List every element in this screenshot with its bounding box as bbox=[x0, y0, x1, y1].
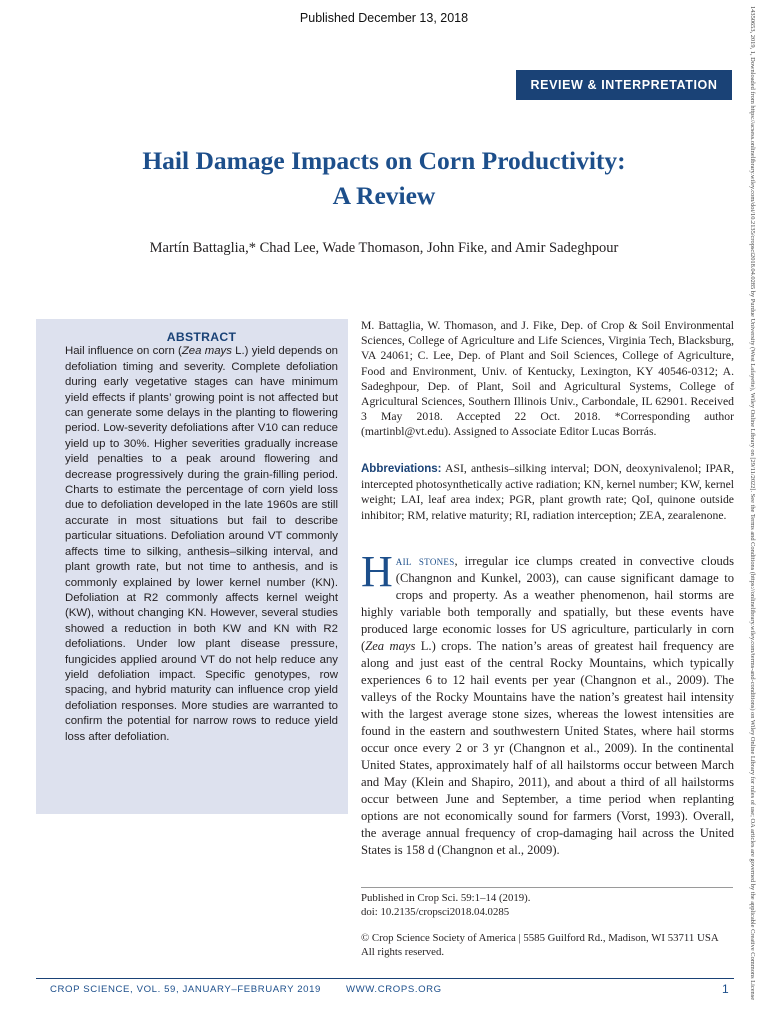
body-species-name: Zea mays bbox=[365, 639, 416, 653]
publication-info-divider bbox=[361, 887, 733, 888]
abbreviations-label: Abbreviations: bbox=[361, 463, 442, 475]
copyright-line: © Crop Science Society of America | 5585 Guilford Rd., Madison, WI 53711 USA bbox=[361, 932, 719, 944]
article-title bbox=[40, 143, 728, 213]
published-date: Published December 13, 2018 bbox=[299, 11, 469, 25]
abstract-heading: ABSTRACT bbox=[166, 330, 237, 344]
footer-rule bbox=[36, 978, 734, 979]
abstract-box bbox=[36, 319, 348, 814]
publication-info bbox=[361, 892, 741, 919]
rights-line: All rights reserved. bbox=[361, 945, 445, 958]
article-type-badge: REVIEW & INTERPRETATION bbox=[516, 70, 732, 100]
title-line-1: Hail Damage Impacts on Corn Productivity: bbox=[142, 146, 626, 175]
abstract-text bbox=[65, 344, 338, 745]
download-notice-sidebar bbox=[744, 0, 766, 1024]
abstract-text-start: Hail influence on corn ( bbox=[65, 345, 182, 358]
author-list: Martín Battaglia,* Chad Lee, Wade Thomason, John Fike, and Amir Sadeghpour bbox=[149, 240, 619, 256]
abstract-species-name: Zea mays bbox=[181, 345, 232, 358]
drop-cap: H bbox=[361, 547, 393, 596]
abbreviations-text: ASI, anthesis–silking interval; DON, deoxynivalenol; IPAR, intercepted photosynthetically active radiation; KN, kernel number; KW, kernel weight; LAI, leaf area index; PGR, plant growth rate; QoI, quinone outside inhibitor; RM, relative maturity; RI, radiation interception; ZEA, zearalenone. bbox=[361, 462, 734, 522]
lead-in-small-caps: ail stones bbox=[395, 554, 455, 568]
citation-line: Published in Crop Sci. 59:1–14 (2019). bbox=[361, 892, 531, 904]
doi-line[interactable]: doi: 10.2135/cropsci2018.04.0285 bbox=[361, 905, 510, 918]
footer-journal-info: CROP SCIENCE, VOL. 59, JANUARY–FEBRUARY 2019 bbox=[50, 984, 321, 995]
author-affiliations: M. Battaglia, W. Thomason, and J. Fike, Dep. of Crop & Soil Environmental Sciences, College of Agriculture and Life Sciences, Virginia Tech, Blacksburg, VA 24061; C. Lee, Dep. of Plant and Soil Sciences, College of Agriculture, Food and Environment, Univ. of Kentucky, Lexington, KY 40546-0312; A. Sadeghpour, Dep. of Plant, Soil and Agricultural Systems, College of Agricultural Sciences, Southern Illinois Univ., Carbondale, IL 62901. Received 3 May 2018. Accepted 22 Oct. 2018. *Corresponding author (martinbl@vt.edu). Assigned to Associate Editor Lucas Borrás. bbox=[361, 319, 734, 439]
title-line-2: A Review bbox=[332, 181, 436, 210]
body-text-part-1: , irregular ice clumps created in convective clouds (Changnon and Kunkel, 2003), can cause significant damage to crops and property. As a weather phenomenon, hail storms are highly variable both temporally and spatially, but these events have produced large economic losses for US agriculture, particularly in corn ( bbox=[361, 554, 734, 653]
body-text-part-2: L.) crops. The nation’s areas of greatest hail frequency are along and just east of the central Rocky Mountains, which typically experiences 6 to 12 hail events per year (Changnon et al., 2009). The valleys of the Rocky Mountains have the nation’s greatest hail intensity with the largest average stone sizes, whereas the lowest intensities are found in the eastern and southwestern United States, where hail storms occur once every 2 or 3 yr (Changnon et al., 2009). In the continental United States, approximately half of all hailstorms occur between March and May (Klein and Shapiro, 2011), and about a third of all hailstorms occur between June and September, a time period when replanting options are not economically sound for farmers (Vorst, 1993). Overall, the average annual frequency of crop-damaging hail across the United States is 158 d (Changnon et al., 2009). bbox=[361, 639, 734, 857]
page-number: 1 bbox=[722, 982, 729, 996]
download-notice-text: 14350653, 2019, 1, Downloaded from https://acsess.onlinelibrary.wiley.com/doi/10.2135/cropsci2018.04.0285 by Purdue University (West Lafayette), Wiley Online Library on [29/11/2022]. See the Terms and Conditions (https://onlinelibrary.wiley.com/terms-and-conditions) on Wiley Online Library for rules of use; OA articles are governed by the applicable Creative Commons License bbox=[749, 6, 756, 1001]
abbreviations-block bbox=[361, 461, 734, 523]
introduction-paragraph bbox=[361, 547, 734, 859]
copyright-notice bbox=[361, 932, 741, 959]
footer-website-link[interactable]: WWW.CROPS.ORG bbox=[346, 984, 442, 995]
abstract-text-rest: L.) yield depends on defoliation timing and severity. Complete defoliation during early vegetative stages can have minimum yield effects if plants’ growing point is not affected but can generate some delays in the planting to flowering period. Low-severity defoliations after V10 can reduce yield up to 30%. Higher severities gradually increase yield penalties to a peak around flowering and decrease progressively during the grain-filling period. Charts to estimate the percentage of corn yield loss due to defoliation developed in the late 1960s are still accurate in most situations but fail to describe particular situations. Defoliation around VT commonly affects time to silking, anthesis–silking interval, and plant growth rate, but not time to anthesis, and is commonly explained by lower kernel number (KN). Defoliation at R2 commonly affects kernel weight (KW), without changing KN. However, several studies showed a reduction in both KW and KN with R2 defoliations. Under low plant disease pressure, fungicides applied around VT do not help reduce any yield defoliation impact. Specific genotypes, row spacing, and hybrid maturity can influence crop yield defoliation responses. More studies are warranted to confirm the potential for narrow rows to reduce yield loss after defoliation. bbox=[65, 345, 338, 743]
